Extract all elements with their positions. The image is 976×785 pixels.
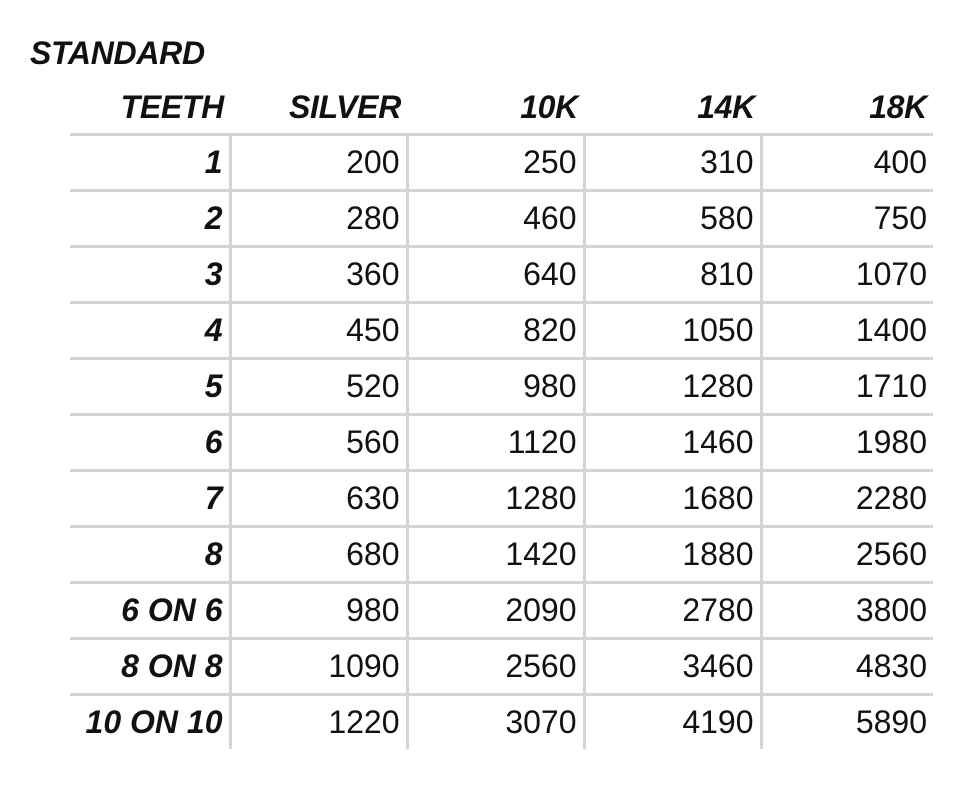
teeth-cell: 7 <box>70 471 230 527</box>
silver-cell: 680 <box>230 527 407 583</box>
price-10k-cell: 980 <box>407 359 584 415</box>
price-14k-cell: 1050 <box>584 303 761 359</box>
header-10k: 10K <box>407 82 584 135</box>
price-14k-cell: 4190 <box>584 695 761 750</box>
header-teeth: TEETH <box>70 82 230 135</box>
table-row <box>70 415 933 471</box>
price-14k-cell: 3460 <box>584 639 761 695</box>
teeth-cell: 1 <box>70 135 230 191</box>
price-table <box>70 82 933 749</box>
table-row <box>70 695 933 750</box>
price-10k-cell: 640 <box>407 247 584 303</box>
price-14k-cell: 310 <box>584 135 761 191</box>
price-18k-cell: 1710 <box>761 359 933 415</box>
price-14k-cell: 1280 <box>584 359 761 415</box>
teeth-cell: 2 <box>70 191 230 247</box>
price-14k-cell: 810 <box>584 247 761 303</box>
teeth-cell: 3 <box>70 247 230 303</box>
table-row <box>70 303 933 359</box>
price-10k-cell: 2090 <box>407 583 584 639</box>
silver-cell: 630 <box>230 471 407 527</box>
header-row <box>70 82 933 135</box>
teeth-cell: 4 <box>70 303 230 359</box>
header-18k: 18K <box>761 82 933 135</box>
teeth-cell: 6 <box>70 415 230 471</box>
price-10k-cell: 460 <box>407 191 584 247</box>
price-10k-cell: 1280 <box>407 471 584 527</box>
price-18k-cell: 1980 <box>761 415 933 471</box>
price-14k-cell: 1460 <box>584 415 761 471</box>
price-14k-cell: 580 <box>584 191 761 247</box>
silver-cell: 520 <box>230 359 407 415</box>
table-row <box>70 191 933 247</box>
price-10k-cell: 1120 <box>407 415 584 471</box>
price-10k-cell: 3070 <box>407 695 584 750</box>
price-14k-cell: 1880 <box>584 527 761 583</box>
price-10k-cell: 820 <box>407 303 584 359</box>
header-14k: 14K <box>584 82 761 135</box>
table-row <box>70 471 933 527</box>
table-row <box>70 135 933 191</box>
price-18k-cell: 5890 <box>761 695 933 750</box>
table-row <box>70 359 933 415</box>
silver-cell: 360 <box>230 247 407 303</box>
price-18k-cell: 750 <box>761 191 933 247</box>
price-14k-cell: 1680 <box>584 471 761 527</box>
silver-cell: 1220 <box>230 695 407 750</box>
teeth-cell: 8 ON 8 <box>70 639 230 695</box>
teeth-cell: 6 ON 6 <box>70 583 230 639</box>
price-18k-cell: 2560 <box>761 527 933 583</box>
price-18k-cell: 400 <box>761 135 933 191</box>
price-18k-cell: 1070 <box>761 247 933 303</box>
price-10k-cell: 2560 <box>407 639 584 695</box>
price-18k-cell: 4830 <box>761 639 933 695</box>
price-18k-cell: 2280 <box>761 471 933 527</box>
teeth-cell: 8 <box>70 527 230 583</box>
price-10k-cell: 1420 <box>407 527 584 583</box>
table-row <box>70 639 933 695</box>
header-silver: SILVER <box>230 82 407 135</box>
silver-cell: 560 <box>230 415 407 471</box>
silver-cell: 980 <box>230 583 407 639</box>
price-18k-cell: 3800 <box>761 583 933 639</box>
page-title: STANDARD <box>30 35 205 71</box>
price-14k-cell: 2780 <box>584 583 761 639</box>
silver-cell: 200 <box>230 135 407 191</box>
silver-cell: 1090 <box>230 639 407 695</box>
silver-cell: 280 <box>230 191 407 247</box>
table-row <box>70 583 933 639</box>
teeth-cell: 5 <box>70 359 230 415</box>
teeth-cell: 10 ON 10 <box>85 704 223 740</box>
table-row <box>70 247 933 303</box>
table-row <box>70 527 933 583</box>
silver-cell: 450 <box>230 303 407 359</box>
price-10k-cell: 250 <box>407 135 584 191</box>
price-18k-cell: 1400 <box>761 303 933 359</box>
